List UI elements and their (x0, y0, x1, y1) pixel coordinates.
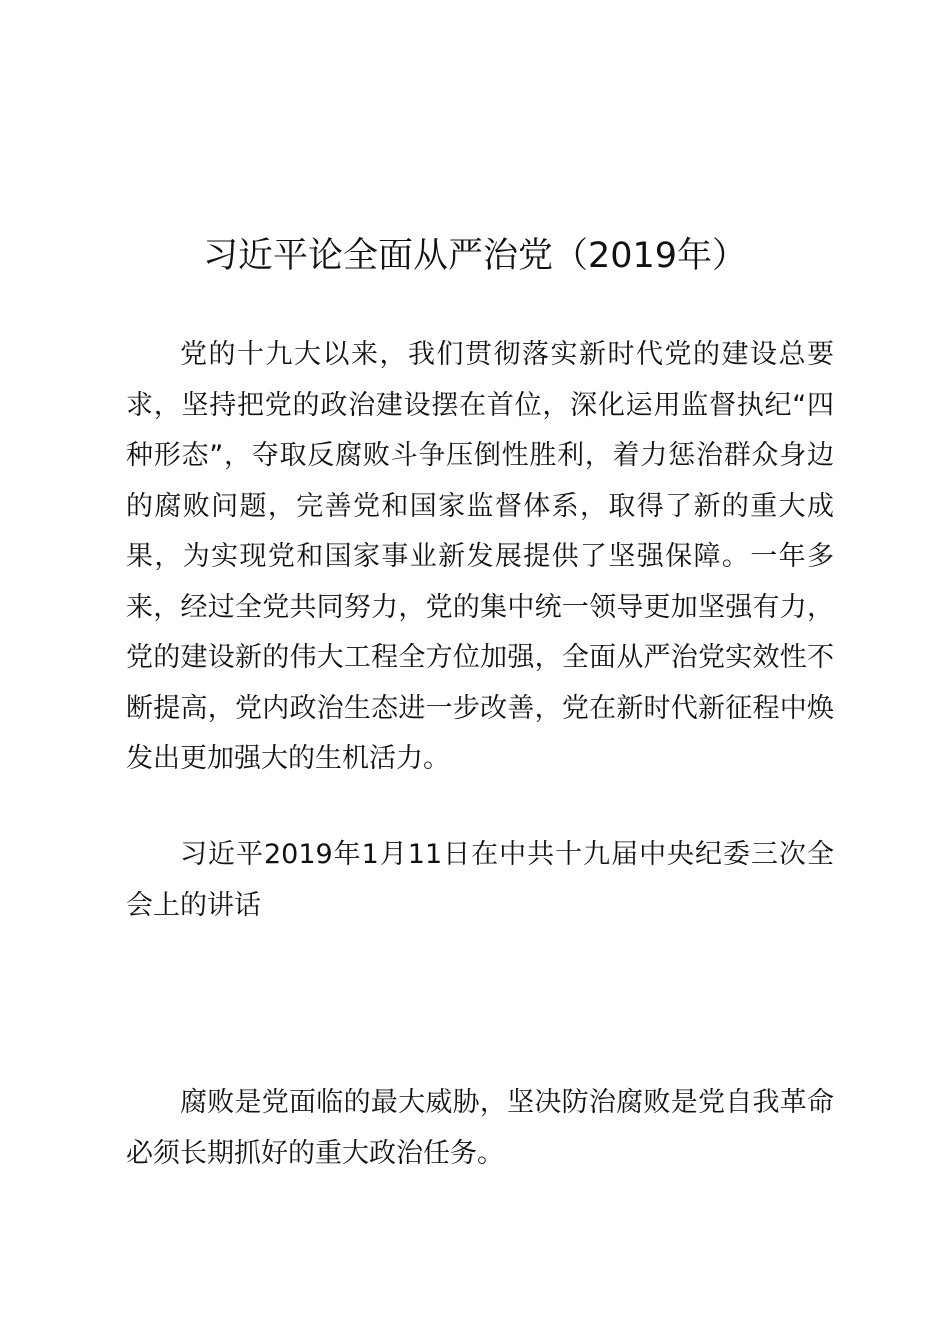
paragraph-quote: 腐败是党面临的最大威胁，坚决防治腐败是党自我革命必须长期抓好的重大政治任务。 (126, 1087, 834, 1169)
paragraph-body: 党的十九大以来，我们贯彻落实新时代党的建设总要求，坚持把党的政治建设摆在首位，深化运用监督执纪“四种形态”，夺取反腐败斗争压倒性胜利，着力惩治群众身边的腐败问题，完善党和国家监督体系，取得了新的重大成果，为实现党和国家事业新发展提供了坚强保障。一年多来，经过全党共同努力，党的集中统一领导更加坚强有力，党的建设新的伟大工程全方位加强，全面从严治党实效性不断提高，党内政治生态进一步改善，党在新时代新征程中焕发出更加强大的生机活力。 (126, 339, 834, 774)
paragraph-source: 习近平2019年1月11日在中共十九届中央纪委三次全会上的讲话 (126, 839, 834, 921)
document-title: 习近平论全面从严治党（2019年） (202, 236, 748, 276)
